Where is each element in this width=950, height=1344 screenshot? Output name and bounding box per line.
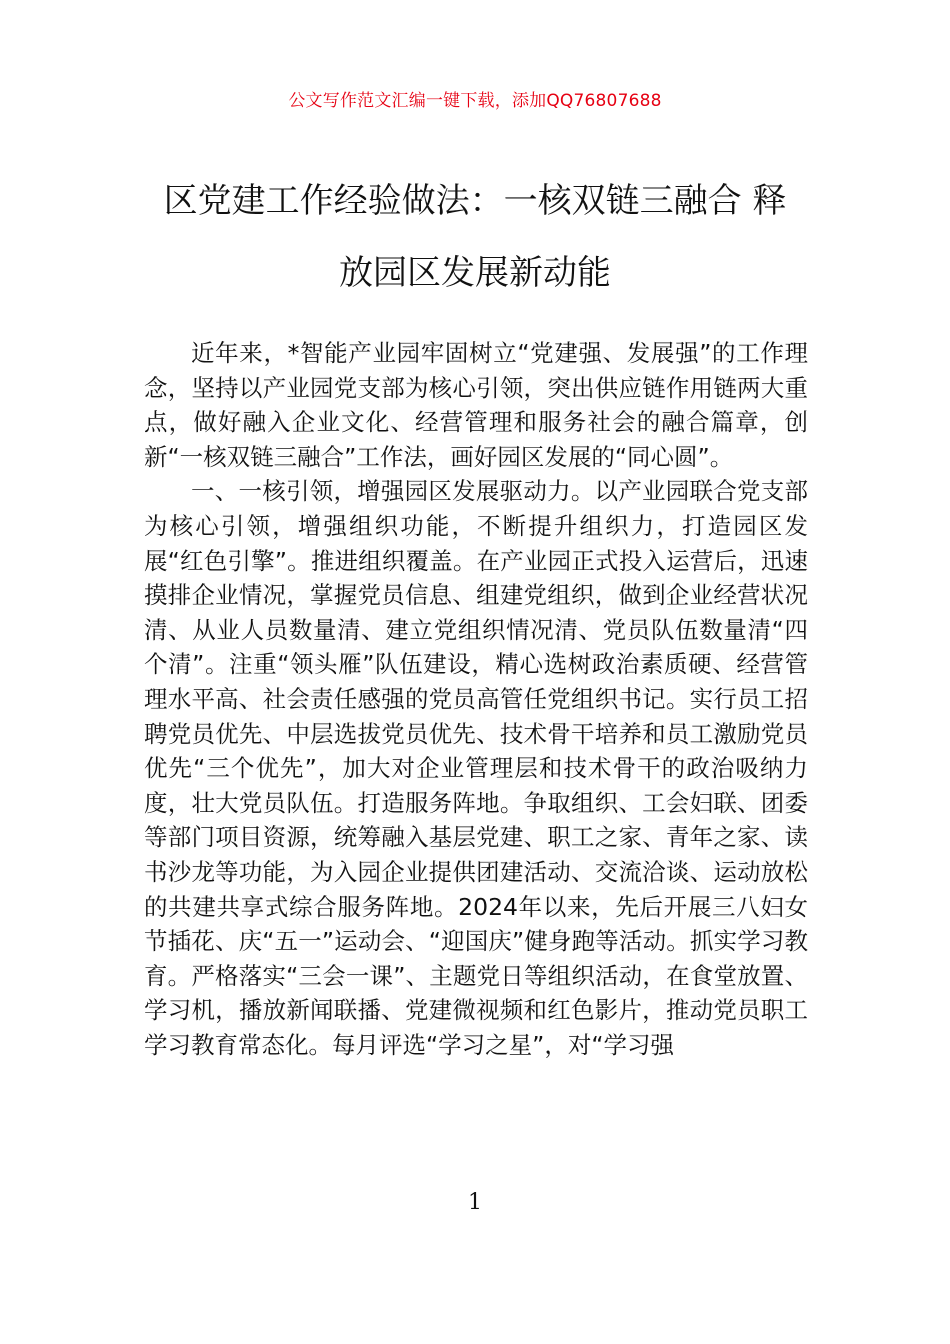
page-number: 1 bbox=[468, 1190, 482, 1215]
promo-banner: 公文写作范文汇编一键下载，添加QQ76807688 bbox=[288, 91, 662, 111]
document-title bbox=[120, 165, 830, 309]
title-line-2: 放园区发展新动能 bbox=[339, 253, 611, 293]
document-body bbox=[144, 336, 808, 1062]
title-line-1: 区党建工作经验做法：一核双链三融合 释 bbox=[163, 181, 787, 221]
paragraph-intro: 近年来，*智能产业园牢固树立“党建强、发展强”的工作理念，坚持以产业园党支部为核心引领，突出供应链作用链两大重点，做好融入企业文化、经营管理和服务社会的融合篇章，创新“一核双链三融合”工作法，画好园区发展的“同心圆”。 bbox=[144, 339, 808, 471]
paragraph-section-1: 一、一核引领，增强园区发展驱动力。以产业园联合党支部为核心引领，增强组织功能，不断提升组织力，打造园区发展“红色引擎”。推进组织覆盖。在产业园正式投入运营后，迅速摸排企业情况，掌握党员信息、组建党组织，做到企业经营状况清、从业人员数量清、建立党组织情况清、党员队伍数量清“四个清”。注重“领头雁”队伍建设，精心选树政治素质硬、经营管理水平高、社会责任感强的党员高管任党组织书记。实行员工招聘党员优先、中层选拔党员优先、技术骨干培养和员工激励党员优先“三个优先”，加大对企业管理层和技术骨干的政治吸纳力度，壮大党员队伍。打造服务阵地。争取组织、工会妇联、团委等部门项目资源，统筹融入基层党建、职工之家、青年之家、读书沙龙等功能，为入园企业提供团建活动、交流洽谈、运动放松的共建共享式综合服务阵地。2024年以来，先后开展三八妇女节插花、庆“五一”运动会、“迎国庆”健身跑等活动。抓实学习教育。严格落实“三会一课”、主题党日等组织活动，在食堂放置、学习机，播放新闻联播、党建微视频和红色影片，推动党员职工学习教育常态化。每月评选“学习之星”，对“学习强 bbox=[144, 477, 808, 1059]
